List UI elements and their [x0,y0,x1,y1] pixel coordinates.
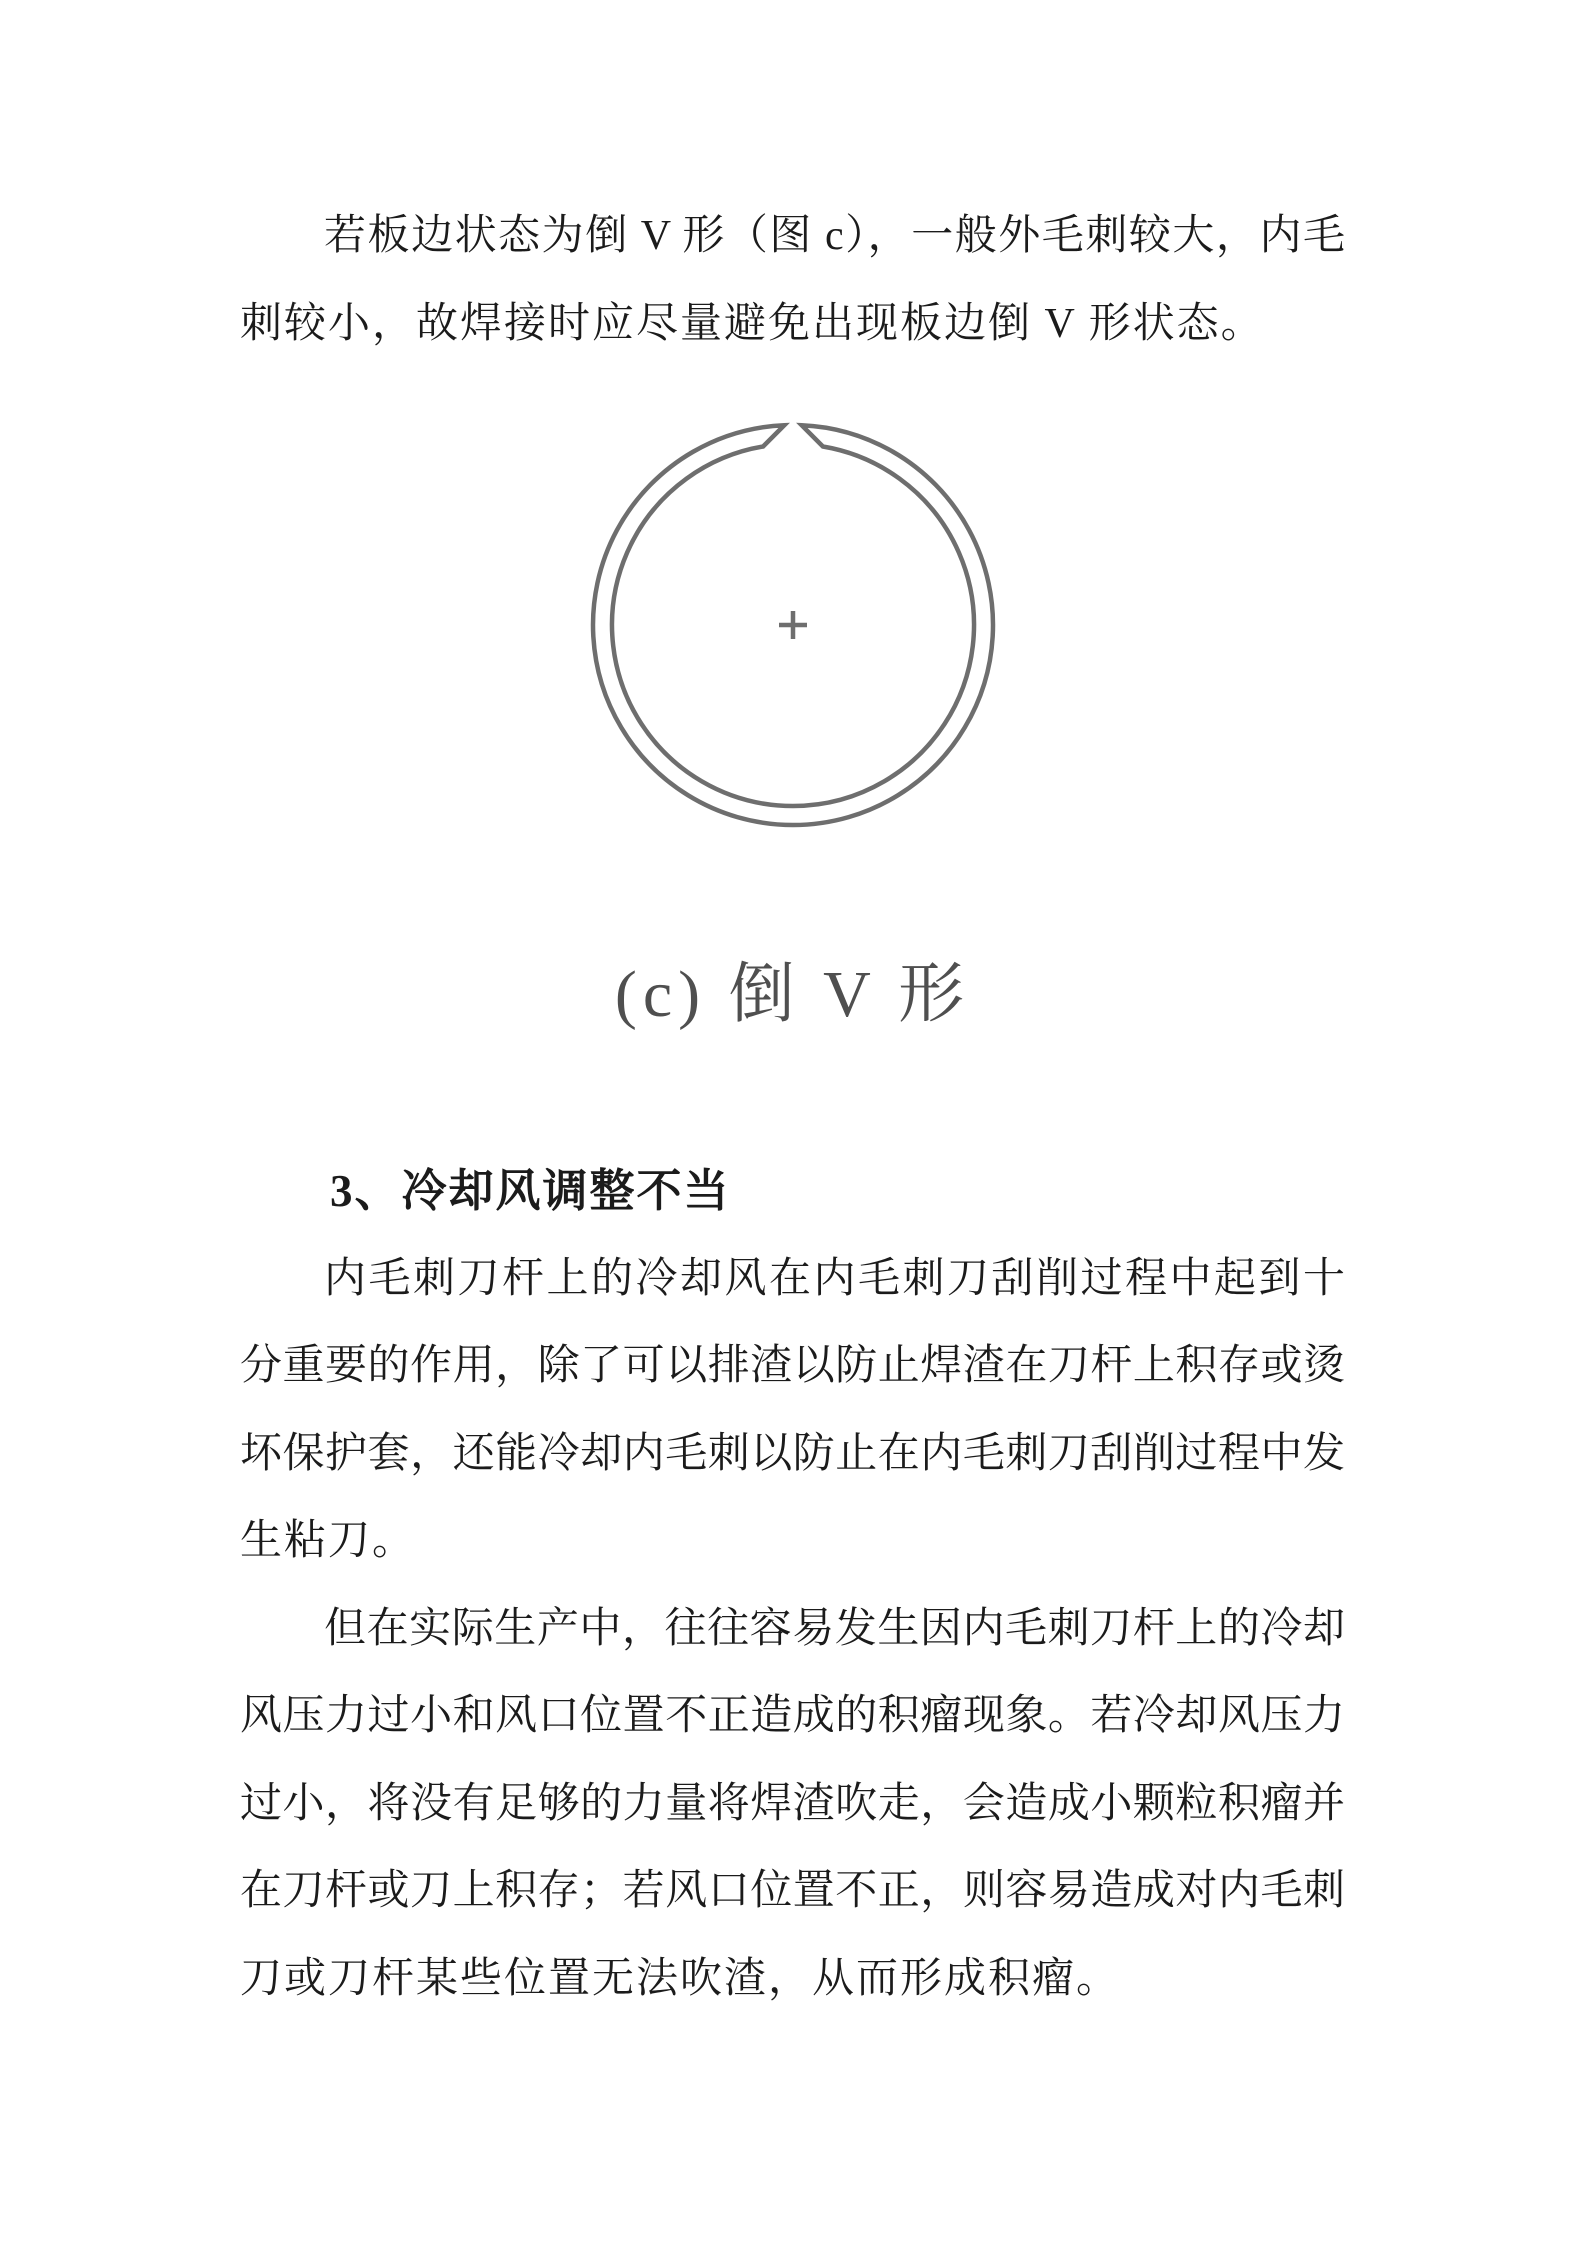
text-line: 分重要的作用，除了可以排渣以防止焊渣在刀杆上积存或烫 [240,1343,1345,1389]
text-line: 生粘刀。 [240,1518,417,1564]
pipe-cross-section-figure [240,415,1345,1148]
center-cross-mark [779,611,807,639]
text-line: 坏保护套，还能冷却内毛刺以防止在内毛刺刀刮削过程中发 [240,1430,1345,1477]
text-line: 过小，将没有足够的力量将焊渣吹走，会造成小颗粒积瘤并 [240,1780,1345,1827]
section-heading: 3、冷却风调整不当 [330,1166,731,1216]
text-line: 刺较小，故焊接时应尽量避免出现板边倒 V 形状态。 [240,300,1265,347]
text-line: 风压力过小和风口位置不正造成的积瘤现象。若冷却风压力 [240,1693,1345,1739]
text-line: 在刀杆或刀上积存；若风口位置不正，则容易造成对内毛刺 [240,1868,1345,1914]
text-line: 但在实际生产中，往往容易发生因内毛刺刀杆上的冷却 [324,1605,1345,1652]
paragraph-2 [240,1236,1345,1586]
figure-caption: (c) 倒 V 形 [614,958,971,1031]
paragraph-3 [240,1586,1345,2024]
text-line: 刀或刀杆某些位置无法吹渣，从而形成积瘤。 [240,1955,1121,2002]
text-line: 内毛刺刀杆上的冷却风在内毛刺刀刮削过程中起到十 [324,1255,1345,1302]
paragraph-1 [240,193,1345,368]
text-line: 若板边状态为倒 V 形（图 c），一般外毛刺较大，内毛 [324,213,1345,259]
pipe-ring-drawing [583,415,1003,835]
